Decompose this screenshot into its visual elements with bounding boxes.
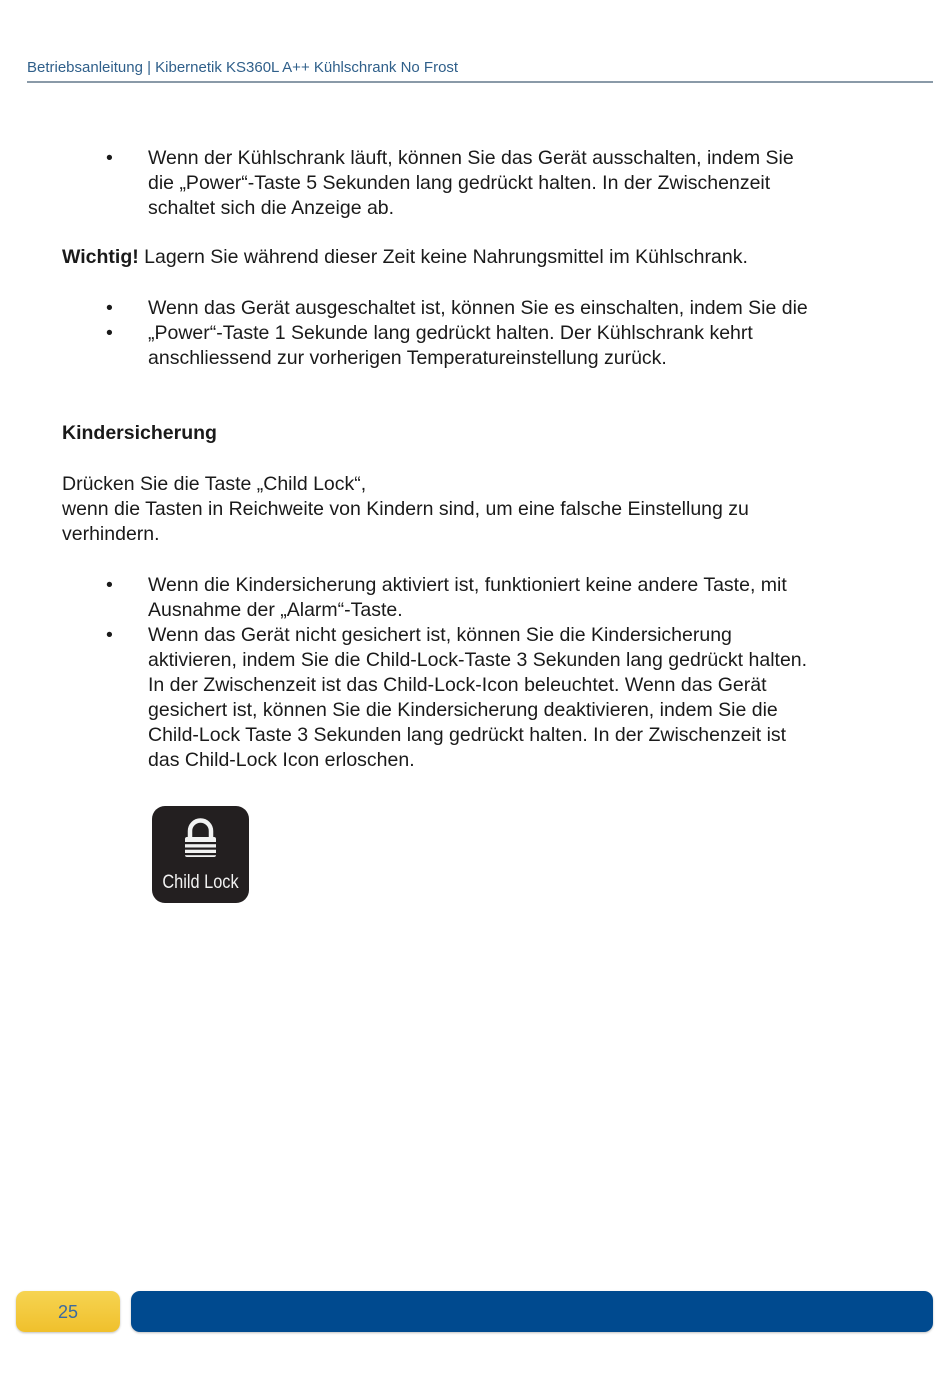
footer-bar (131, 1291, 933, 1332)
intro-line: Drücken Sie die Taste „Child Lock“, (62, 473, 367, 495)
list-item-power-on (62, 296, 892, 371)
document-header-title: Betriebsanleitung | Kibernetik KS360L A++ Kühlschrank No Frost (27, 59, 459, 76)
list-item-lock-toggle (62, 623, 892, 773)
intro-line: wenn die Tasten in Reichweite von Kindern sind, um eine falsche Einstellung zu (62, 498, 749, 520)
list-item-line: anschliessend zur vorherigen Temperatureinstellung zurück. (148, 347, 667, 369)
bullet-icon: • (106, 322, 113, 344)
bullet-icon: • (106, 574, 113, 596)
intro-line: verhindern. (62, 523, 160, 545)
list-item-line: Wenn das Gerät nicht gesichert ist, können Sie die Kindersicherung (148, 624, 732, 646)
section-heading-child-lock: Kindersicherung (62, 422, 217, 444)
list-item-line: Wenn der Kühlschrank läuft, können Sie das Gerät ausschalten, indem Sie (148, 147, 794, 169)
list-item-line: gesichert ist, können Sie die Kindersicherung deaktivieren, indem Sie die (148, 699, 778, 721)
list-item-line-wrap (106, 321, 892, 346)
list-item-line: Wenn das Gerät ausgeschaltet ist, können Sie es einschalten, indem Sie die (148, 297, 808, 319)
list-item-lock-active (62, 573, 892, 623)
list-item-line: Child-Lock Taste 3 Sekunden lang gedrückt halten. In der Zwischenzeit ist (148, 724, 787, 746)
bullet-icon: • (106, 624, 113, 646)
list-item-line: die „Power“-Taste 5 Sekunden lang gedrückt halten. In der Zwischenzeit (148, 172, 771, 194)
page-number: 25 (57, 1302, 79, 1322)
child-lock-button-illustration (152, 806, 249, 903)
bullet-icon: • (106, 147, 113, 169)
list-item-line: schaltet sich die Anzeige ab. (148, 197, 395, 219)
list-item-power-off (62, 146, 892, 221)
list-item-line: Ausnahme der „Alarm“-Taste. (148, 599, 403, 621)
page-number-badge (16, 1291, 120, 1332)
list-item-line: Wenn die Kindersicherung aktiviert ist, funktioniert keine andere Taste, mit (148, 574, 787, 596)
child-lock-intro (62, 472, 892, 547)
bullet-icon: • (106, 297, 113, 319)
important-note (62, 245, 892, 270)
header-divider (27, 81, 933, 83)
page-content (62, 146, 892, 773)
list-item-line: aktivieren, indem Sie die Child-Lock-Taste 3 Sekunden lang gedrückt halten. (148, 649, 808, 671)
important-label: Wichtig! (62, 246, 139, 268)
important-text: Lagern Sie während dieser Zeit keine Nahrungsmittel im Kühlschrank. (138, 246, 748, 268)
child-lock-label: Child Lock (162, 872, 239, 893)
list-item-line: In der Zwischenzeit ist das Child-Lock-Icon beleuchtet. Wenn das Gerät (148, 674, 767, 696)
list-item-line: das Child-Lock Icon erloschen. (148, 749, 415, 771)
list-item-line: „Power“-Taste 1 Sekunde lang gedrückt halten. Der Kühlschrank kehrt (148, 322, 753, 344)
